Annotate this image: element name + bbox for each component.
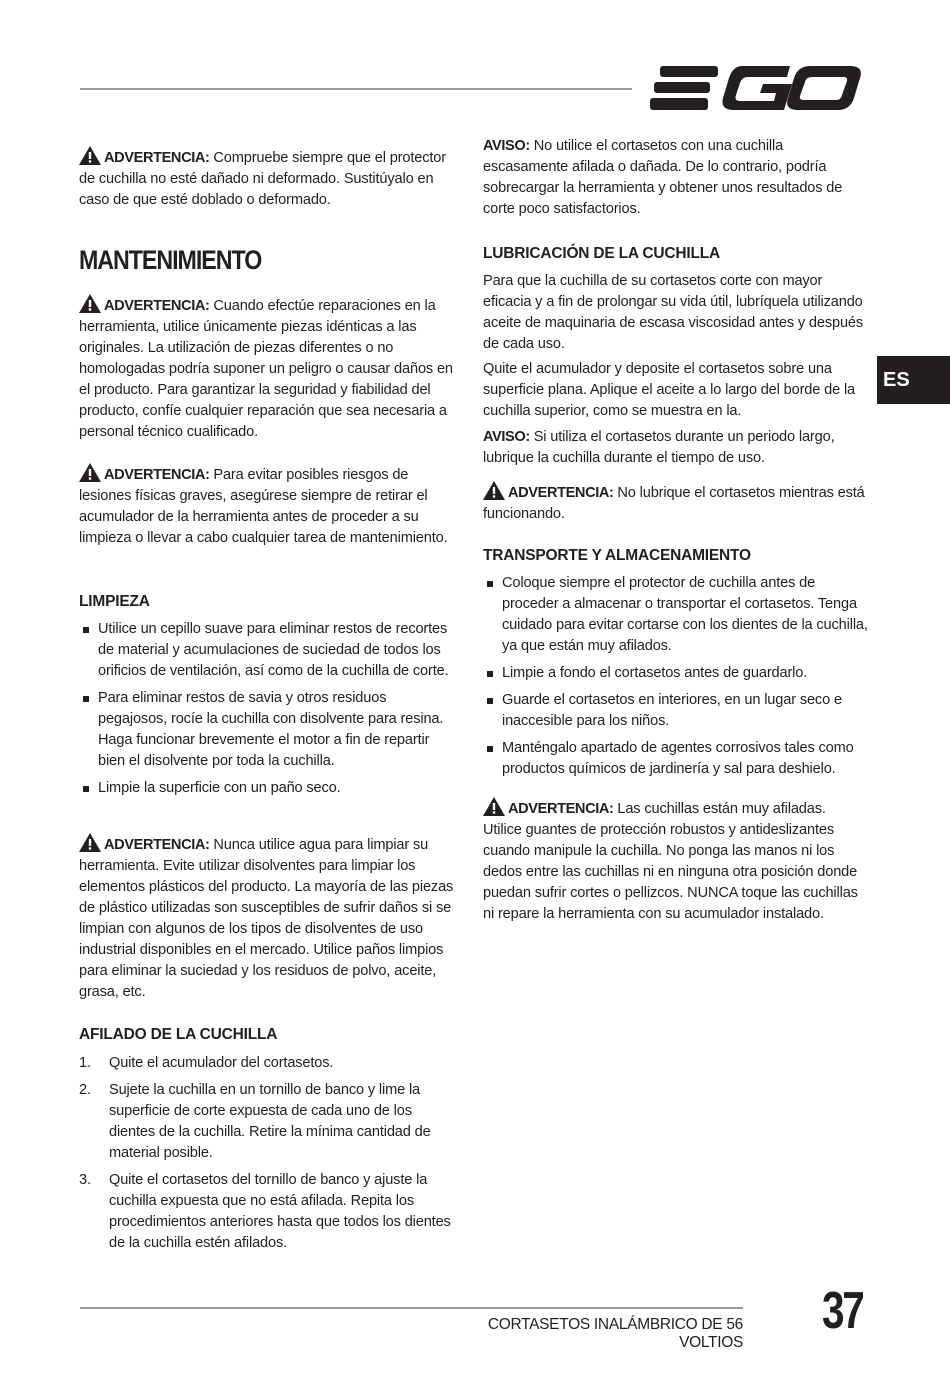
step-item: [79, 1053, 457, 1074]
warning-label: ADVERTENCIA:: [104, 837, 210, 853]
step-number: 2.: [79, 1082, 91, 1098]
warning-triangle-icon: [79, 146, 101, 165]
step-item: [79, 1170, 457, 1254]
footer-rule: [80, 1307, 743, 1309]
cleaning-heading: LIMPIEZA: [79, 593, 150, 610]
notice-label: AVISO:: [483, 138, 530, 154]
warning-triangle-icon: [483, 797, 505, 816]
sharpening-heading: AFILADO DE LA CUCHILLA: [79, 1026, 278, 1043]
lubrication-heading: LUBRICACIÓN DE LA CUCHILLA: [483, 245, 721, 262]
notice-label: AVISO:: [483, 429, 530, 445]
notice-long-use: [483, 427, 868, 469]
step-text: Sujete la cuchilla en un tornillo de banco y lime la superficie de corte expuesta de cada uno de los dientes de la cuchilla. Retire la mínima cantidad de material posible.: [109, 1082, 431, 1161]
warning-triangle-icon: [79, 463, 101, 482]
warning-text: Cuando efectúe reparaciones en la herramienta, utilice únicamente piezas idénticas a las originales. La utilización de piezas diferentes o no homologadas podría suponer un peligro o causar daños en el producto. Para garantizar la seguridad y fiabilidad del producto, confíe cualquier reparación que sea necesaria a personal técnico cualificado.: [79, 298, 453, 440]
list-item: Utilice un cepillo suave para eliminar restos de recortes de material y acumulaciones de suciedad de todos los orificios de ventilación, así como de la cuchilla de corte.: [79, 619, 457, 682]
warning-triangle-icon: [79, 833, 101, 852]
list-item: Coloque siempre el protector de cuchilla antes de proceder a almacenar o transportar el cortasetos. Tenga cuidado para evitar cortarse con los dientes de la cuchilla, ya que están muy afilados.: [483, 573, 868, 657]
warning-blade-guard: [79, 146, 457, 211]
section-title: [79, 244, 457, 276]
step-number: 1.: [79, 1055, 91, 1071]
warning-label: ADVERTENCIA:: [508, 485, 614, 501]
warning-text: Nunca utilice agua para limpiar su herramienta. Evite utilizar disolventes para limpiar los elementos plásticos del producto. La mayoría de las piezas de plástico utilizadas son susceptibles de sufrir daños si se limpian con algunos de los tipos de disolventes de uso industrial disponibles en el mercado. Utilice paños limpios para eliminar la suciedad y los residuos de polvo, aceite, grasa, etc.: [79, 837, 454, 1000]
warning-text: No lubrique el cortasetos mientras está funcionando.: [483, 485, 865, 522]
notice-text: No utilice el cortasetos con una cuchilla escasamente afilada o dañada. De lo contrario, podría sobrecargar la herramienta y obtener unos resultados de corte poco satisfactorios.: [483, 138, 843, 217]
paragraph: Para que la cuchilla de su cortasetos corte con mayor eficacia y a fin de prolongar su vida útil, lubríquela utilizando aceite de maquinaria de escasa viscosidad antes y después de cada uso.: [483, 273, 864, 352]
warning-solvents: [79, 833, 457, 1003]
list-item: Guarde el cortasetos en interiores, en un lugar seco e inaccesible para los niños.: [483, 690, 868, 732]
list-item: Limpie la superficie con un paño seco.: [79, 778, 457, 799]
language-tab: ES: [877, 356, 950, 404]
step-text: Quite el acumulador del cortasetos.: [109, 1055, 334, 1071]
warning-label: ADVERTENCIA:: [104, 298, 210, 314]
cleaning-section: [79, 592, 457, 612]
page-number: 37: [822, 1282, 863, 1340]
lubrication-section: [483, 244, 868, 264]
warning-label: ADVERTENCIA:: [104, 150, 210, 166]
warning-triangle-icon: [79, 294, 101, 313]
sharpening-section: [79, 1025, 457, 1045]
warning-label: ADVERTENCIA:: [104, 467, 210, 483]
footer-title: CORTASETOS INALÁMBRICO DE 56 VOLTIOS: [487, 1316, 743, 1351]
list-item: Limpie a fondo el cortasetos antes de guardarlo.: [483, 663, 868, 684]
warning-repairs: [79, 294, 457, 443]
lubrication-para-1: [483, 271, 868, 355]
cleaning-list: [79, 619, 457, 805]
warning-battery: [79, 463, 457, 549]
step-number: 3.: [79, 1172, 91, 1188]
list-item: Para eliminar restos de savia y otros residuos pegajosos, rocíe la cuchilla con disolvente para resina. Haga funcionar brevemente el motor a fin de repartir bien el disolvente por toda la cuchilla.: [79, 688, 457, 772]
warning-sharp-blades: [483, 797, 868, 925]
warning-text: Las cuchillas están muy afiladas. Utilice guantes de protección robustos y antideslizantes cuando manipule la cuchilla. No ponga las manos ni los dedos entre las cuchillas ni en ninguna otra posición donde puedan sufrir cortes o pellizcos. NUNCA toque las cuchillas ni repare la herramienta con su acumulador instalado.: [483, 801, 858, 922]
step-item: [79, 1080, 457, 1164]
list-item: Manténgalo apartado de agentes corrosivos tales como productos químicos de jardinería y sal para deshielo.: [483, 738, 868, 780]
maintenance-heading: MANTENIMIENTO: [79, 245, 262, 275]
paragraph: Quite el acumulador y deposite el cortasetos sobre una superficie plana. Aplique el aceite a lo largo del borde de la cuchilla superior, como se muestra en la.: [483, 361, 856, 419]
warning-text: Compruebe siempre que el protector de cuchilla no esté dañado ni deformado. Sustitúyalo en caso de que esté doblado o deformado.: [79, 150, 446, 208]
transport-list: [483, 573, 868, 786]
sharpening-steps: [79, 1053, 457, 1260]
transport-section: [483, 546, 868, 566]
step-text: Quite el cortasetos del tornillo de banco y ajuste la cuchilla expuesta que no está afilada. Repita los procedimientos anteriores hasta que todos los dientes de la cuchilla estén afilados.: [109, 1172, 451, 1251]
warning-label: ADVERTENCIA:: [508, 801, 614, 817]
transport-heading: TRANSPORTE Y ALMACENAMIENTO: [483, 547, 751, 564]
ego-logo: [650, 62, 862, 114]
warning-text: Para evitar posibles riesgos de lesiones físicas graves, asegúrese siempre de retirar el acumulador de la herramienta antes de proceder a su limpieza o llevar a cabo cualquier tarea de mantenimiento.: [79, 467, 448, 546]
header-rule: [80, 88, 632, 90]
notice-text: Si utiliza el cortasetos durante un periodo largo, lubrique la cuchilla durante el tiempo de uso.: [483, 429, 835, 466]
lubrication-para-2: [483, 359, 868, 422]
notice-dull-blade: [483, 136, 868, 220]
warning-lubricate-running: [483, 481, 868, 525]
warning-triangle-icon: [483, 481, 505, 500]
